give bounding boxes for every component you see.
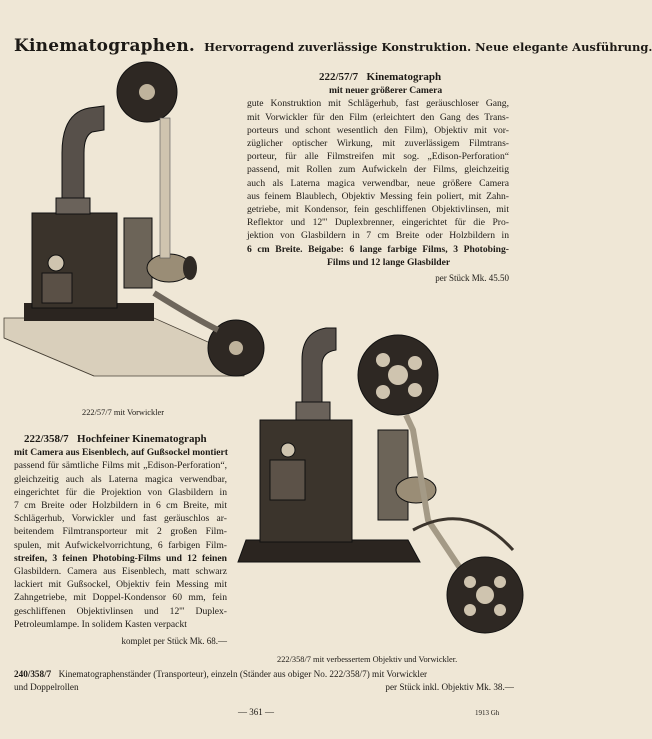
item1-line: auch als Laterna magica verwendbar, neue größere Camera (247, 177, 509, 189)
item2-number: 222/358/7 (24, 433, 69, 445)
item1-line: passend, mit Rollen zum Aufwickeln der Films, gleichzeitig (247, 164, 509, 176)
item3-text2: und Doppelrollen (14, 682, 79, 693)
item2-line: Schlägerhub, Vorwickler und fast geräuschlos ar- (14, 513, 227, 525)
page-title: Kinematographen. (14, 36, 196, 56)
item1-line: züglicher optischer Wirkung, mit zuverlässigem Filmtrans- (247, 138, 509, 150)
item3-number: 240/358/7 (14, 669, 52, 679)
item1-line: mit Vorwickler für den Film (erleichtert den Gang des Trans- (247, 111, 509, 123)
item1-price: per Stück Mk. 45.50 (435, 273, 509, 284)
item3-text: Kinematographenständer (Transporteur), einzeln (Ständer aus obiger No. 222/358/7) mit Vorwickler (58, 669, 428, 679)
item3-description (14, 668, 514, 694)
item2-description (14, 433, 227, 648)
page-number: — 361 — (238, 707, 274, 717)
item1-line: jektion von Glasbildern in 7 cm Breite oder Holzbildern in (247, 230, 509, 242)
print-code: 1913 Gh (475, 709, 500, 717)
item2-subheading: mit Camera aus Eisenblech, auf Gußsockel montiert (14, 447, 228, 459)
item1-line: porteur, für alle Filmstreifen mit sog. „Edison-Perforation“ (247, 151, 509, 163)
projector-illustration-2 (238, 320, 538, 640)
item1-line: Films und 12 lange Glasbilder (327, 256, 451, 268)
item1-description (247, 71, 509, 285)
item1-name: Kinematograph (366, 71, 442, 83)
item1-number: 222/57/7 (319, 71, 359, 83)
item2-line: spulen, mit Aufwickelvorrichtung, 6 farbigen Film- (14, 539, 227, 551)
item1-line: 6 cm Breite. Beigabe: 6 lange farbige Films, 3 Photobing- (247, 243, 509, 255)
item2-line: 7 cm Breite oder Holzbildern in 6 cm Breite, mit (14, 500, 227, 512)
item2-line: Petroleumlampe. In solidem Kasten verpackt (14, 618, 187, 630)
item1-line: Reflektor und 12''' Duplexbrenner, eingerichtet für die Pro- (247, 217, 509, 229)
item2-price: komplet per Stück Mk. 68.— (121, 636, 227, 647)
page-subtitle: Hervorragend zuverlässige Konstruktion. Neue elegante Ausführung. (204, 40, 652, 54)
item1-line: getriebe, mit Kondensor, fein geschliffenen Objektivlinsen, mit (247, 204, 509, 216)
item3-price: per Stück inkl. Objektiv Mk. 38.— (385, 682, 514, 693)
projector-illustration-1 (4, 58, 264, 408)
item2-name: Hochfeiner Kinematograph (77, 433, 207, 445)
item2-line: eingerichtet für die Projektion von Glasbildern in (14, 486, 227, 498)
item2-line: Glasbildern. Camera aus Eisenblech, matt schwarz (14, 566, 227, 578)
item2-line: lackiert mit Gußsockel, Objektiv fein Messing mit (14, 579, 227, 591)
item2-line: gleichzeitig auch als Laterna magica verwendbar, (14, 473, 227, 485)
item1-subheading: mit neuer größerer Camera (329, 85, 443, 97)
item2-line: passend für sämtliche Films mit „Edison-Perforation“, (14, 460, 227, 472)
caption-item1: 222/57/7 mit Vorwickler (82, 408, 165, 417)
page-header (14, 36, 652, 56)
item2-line: Zahngetriebe, mit Doppel-Kondensor 60 mm, fein (14, 592, 227, 604)
item1-line: gute Konstruktion mit Schlägerhub, fast geräuschloser Gang, (247, 98, 509, 110)
caption-item2: 222/358/7 mit verbessertem Objektiv und Vorwickler. (277, 655, 458, 664)
item2-line: streifen, 3 feinen Photobing-Films und 12 feinen (14, 552, 227, 564)
item1-line: porteurs und schont wesentlich den Film), Objektiv mit vor- (247, 124, 509, 136)
item2-line: geschliffenen Objektivlinsen und 12''' Duplex- (14, 605, 227, 617)
item1-line: aus feinem Blaublech, Objektiv Messing fein poliert, mit Zahn- (247, 190, 509, 202)
item2-line: beitendem Filmtransporteur mit 2 großen Film- (14, 526, 227, 538)
